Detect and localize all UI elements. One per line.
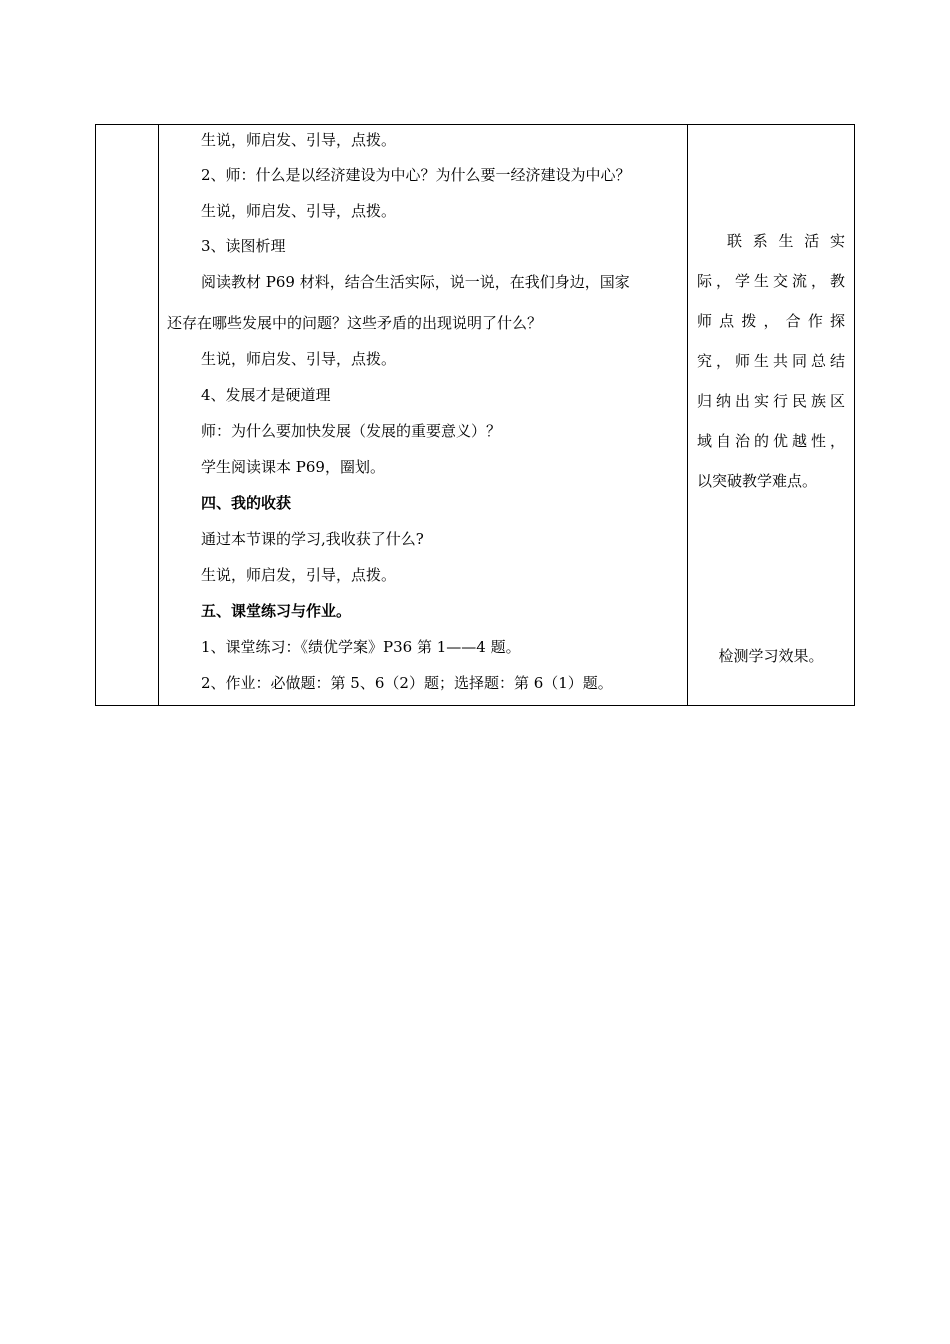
note-line: 际，学生交流，教: [697, 272, 845, 290]
text-line: 通过本节课的学习,我收获了什么?: [201, 530, 424, 548]
procedure-cell: [159, 125, 688, 706]
section-heading: 五、课堂练习与作业。: [201, 602, 352, 620]
text-line: 阅读教材 P69 材料，结合生活实际，说一说，在我们身边，国家: [201, 273, 630, 291]
section-heading: 四、我的收获: [201, 494, 292, 512]
text-line: 3、读图析理: [201, 237, 286, 255]
text-line: 生说，师启发、引导，点拨。: [201, 350, 397, 368]
note-line: 究，师生共同总结: [697, 352, 845, 370]
table-row: [96, 125, 855, 706]
left-empty-cell: [96, 125, 159, 706]
note-line: 归纳出实行民族区: [697, 392, 845, 410]
text-line: 2、作业：必做题：第 5、6（2）题；选择题：第 6（1）题。: [201, 674, 613, 692]
note-line: 以突破教学难点。: [697, 472, 818, 490]
assessment-note: 检测学习效果。: [718, 647, 824, 665]
note-line: 师点拨，合作探: [697, 312, 845, 330]
text-line: 4、发展才是硬道理: [201, 386, 331, 404]
notes-cell: [688, 125, 855, 706]
design-intent-note: [697, 221, 845, 501]
text-line: 学生阅读课本 P69，圈划。: [201, 458, 385, 476]
note-line: 域自治的优越性，: [697, 432, 845, 450]
note-line: 联系生活实: [727, 232, 845, 250]
text-line: 生说，师启发、引导，点拨。: [201, 131, 397, 149]
lesson-plan-table: [95, 124, 855, 706]
text-line: 还存在哪些发展中的问题？这些矛盾的出现说明了什么？: [167, 314, 543, 332]
text-line: 生说，师启发、引导，点拨。: [201, 202, 397, 220]
text-line: 2、师：什么是以经济建设为中心？为什么要一经济建设为中心？: [201, 166, 631, 184]
text-line: 生说，师启发，引导，点拨。: [201, 566, 397, 584]
text-line: 师：为什么要加快发展（发展的重要意义）？: [201, 422, 502, 440]
text-line: 1、课堂练习：《绩优学案》P36 第 1——4 题。: [201, 638, 521, 656]
